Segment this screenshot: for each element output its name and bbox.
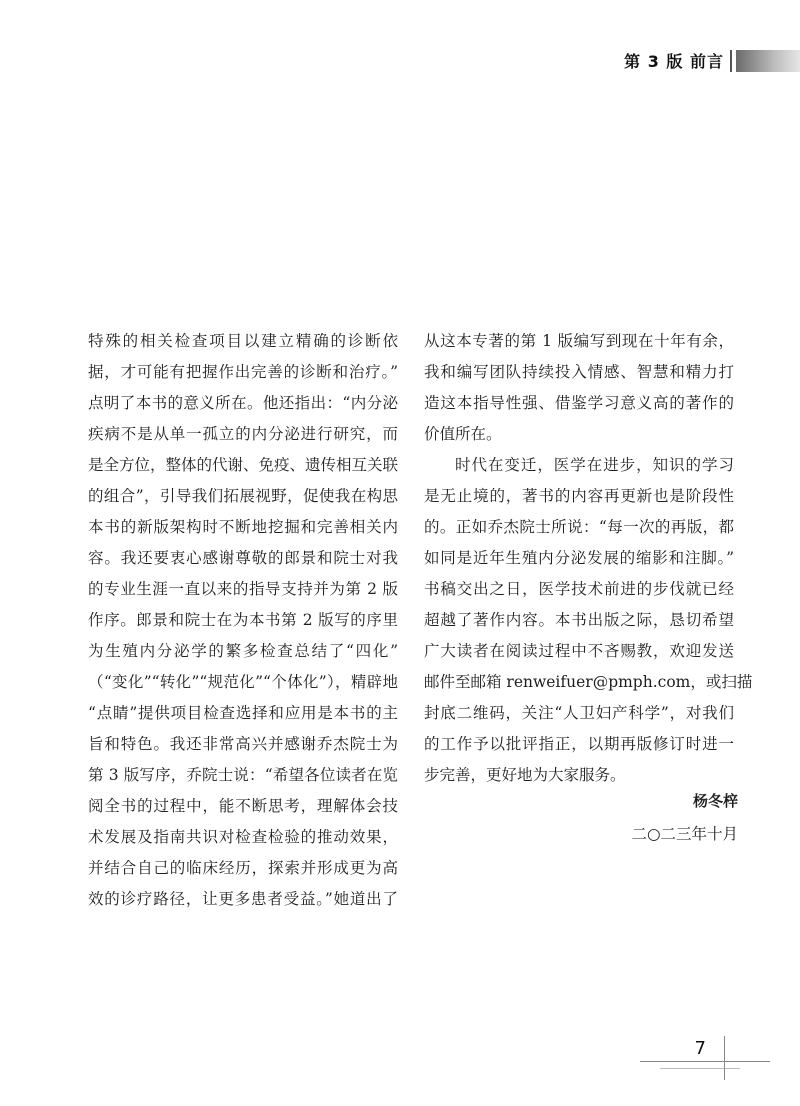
text-line: 的组合”，引导我们拓展视野，促使我在构思 (88, 487, 398, 505)
text-line: （“变化”“转化”“规范化”“个体化”），精辟地 (88, 673, 398, 691)
page-footer (640, 1028, 770, 1078)
left-text-column (88, 326, 398, 915)
text-line: 如同是近年生殖内分泌发展的缩影和注脚。” (424, 549, 734, 567)
text-line: 效的诊疗路径，让更多患者受益。”她道出了 (88, 890, 398, 908)
header-title: 第 3 版 前言 (624, 52, 724, 71)
signature-date: 二○二三年十月 (631, 825, 738, 843)
text-line: 作序。郎景和院士在为本书第 2 版写的序里 (88, 611, 398, 629)
text-line: 超越了著作内容。本书出版之际，恳切希望 (424, 611, 734, 629)
text-line: 据，才可能有把握作出完善的诊断和治疗。” (88, 363, 398, 381)
text-line: 邮件至邮箱 renweifuer@pmph.com，或扫描 (424, 673, 753, 691)
text-line: 书稿交出之日，医学技术前进的步伐就已经 (424, 580, 734, 598)
footer-rule-secondary (660, 1068, 740, 1069)
text-line: 特殊的相关检查项目以建立精确的诊断依 (88, 332, 398, 350)
paragraph-start-line: 时代在变迁，医学在进步，知识的学习 (455, 456, 734, 474)
text-line: 点明了本书的意义所在。他还指出：“内分泌 (88, 394, 398, 412)
text-line: 造这本指导性强、借鉴学习意义高的著作的 (424, 394, 734, 412)
text-line: 的。正如乔杰院士所说：“每一次的再版，都 (424, 518, 734, 536)
text-line: 步完善，更好地为大家服务。 (424, 766, 626, 784)
text-line: 封底二维码，关注“人卫妇产科学”，对我们 (424, 704, 734, 722)
text-line: 我和编写团队持续投入情感、智慧和精力打 (424, 363, 734, 381)
footer-vertical-rule (724, 1036, 725, 1080)
page-number: 7 (694, 1038, 706, 1059)
text-line: 术发展及指南共识对检查检验的推动效果， (88, 828, 398, 846)
text-line: 疾病不是从单一孤立的内分泌进行研究，而 (88, 425, 398, 443)
right-text-column (424, 326, 753, 791)
text-line: “点睛”提供项目检查选择和应用是本书的主 (88, 704, 398, 722)
text-line: 容。我还要衷心感谢尊敬的郎景和院士对我 (88, 549, 398, 567)
footer-rule (640, 1061, 770, 1062)
author-signature: 杨冬梓 (692, 792, 738, 810)
text-line: 价值所在。 (424, 425, 502, 443)
text-line: 是全方位，整体的代谢、免疫、遗传相互关联 (88, 456, 399, 474)
header-separator (730, 50, 732, 72)
text-line: 的专业生涯一直以来的指导支持并为第 2 版 (88, 580, 398, 598)
text-line: 从这本专著的第 1 版编写到现在十年有余， (424, 332, 734, 350)
text-line: 广大读者在阅读过程中不吝赐教，欢迎发送 (424, 642, 734, 660)
text-line: 第 3 版写序，乔院士说：“希望各位读者在览 (88, 766, 398, 784)
header-gradient-bar (736, 50, 800, 72)
text-line: 并结合自己的临床经历，探索并形成更为高 (88, 859, 398, 877)
text-line: 的工作予以批评指正，以期再版修订时进一 (424, 735, 734, 753)
text-line: 为生殖内分泌学的繁多检查总结了“四化” (88, 642, 398, 660)
text-line: 旨和特色。我还非常高兴并感谢乔杰院士为 (88, 735, 398, 753)
text-line: 阅全书的过程中，能不断思考，理解体会技 (88, 797, 398, 815)
text-line: 是无止境的，著书的内容再更新也是阶段性 (424, 487, 734, 505)
running-header (500, 46, 800, 76)
text-line: 本书的新版架构时不断地挖掘和完善相关内 (88, 518, 398, 536)
